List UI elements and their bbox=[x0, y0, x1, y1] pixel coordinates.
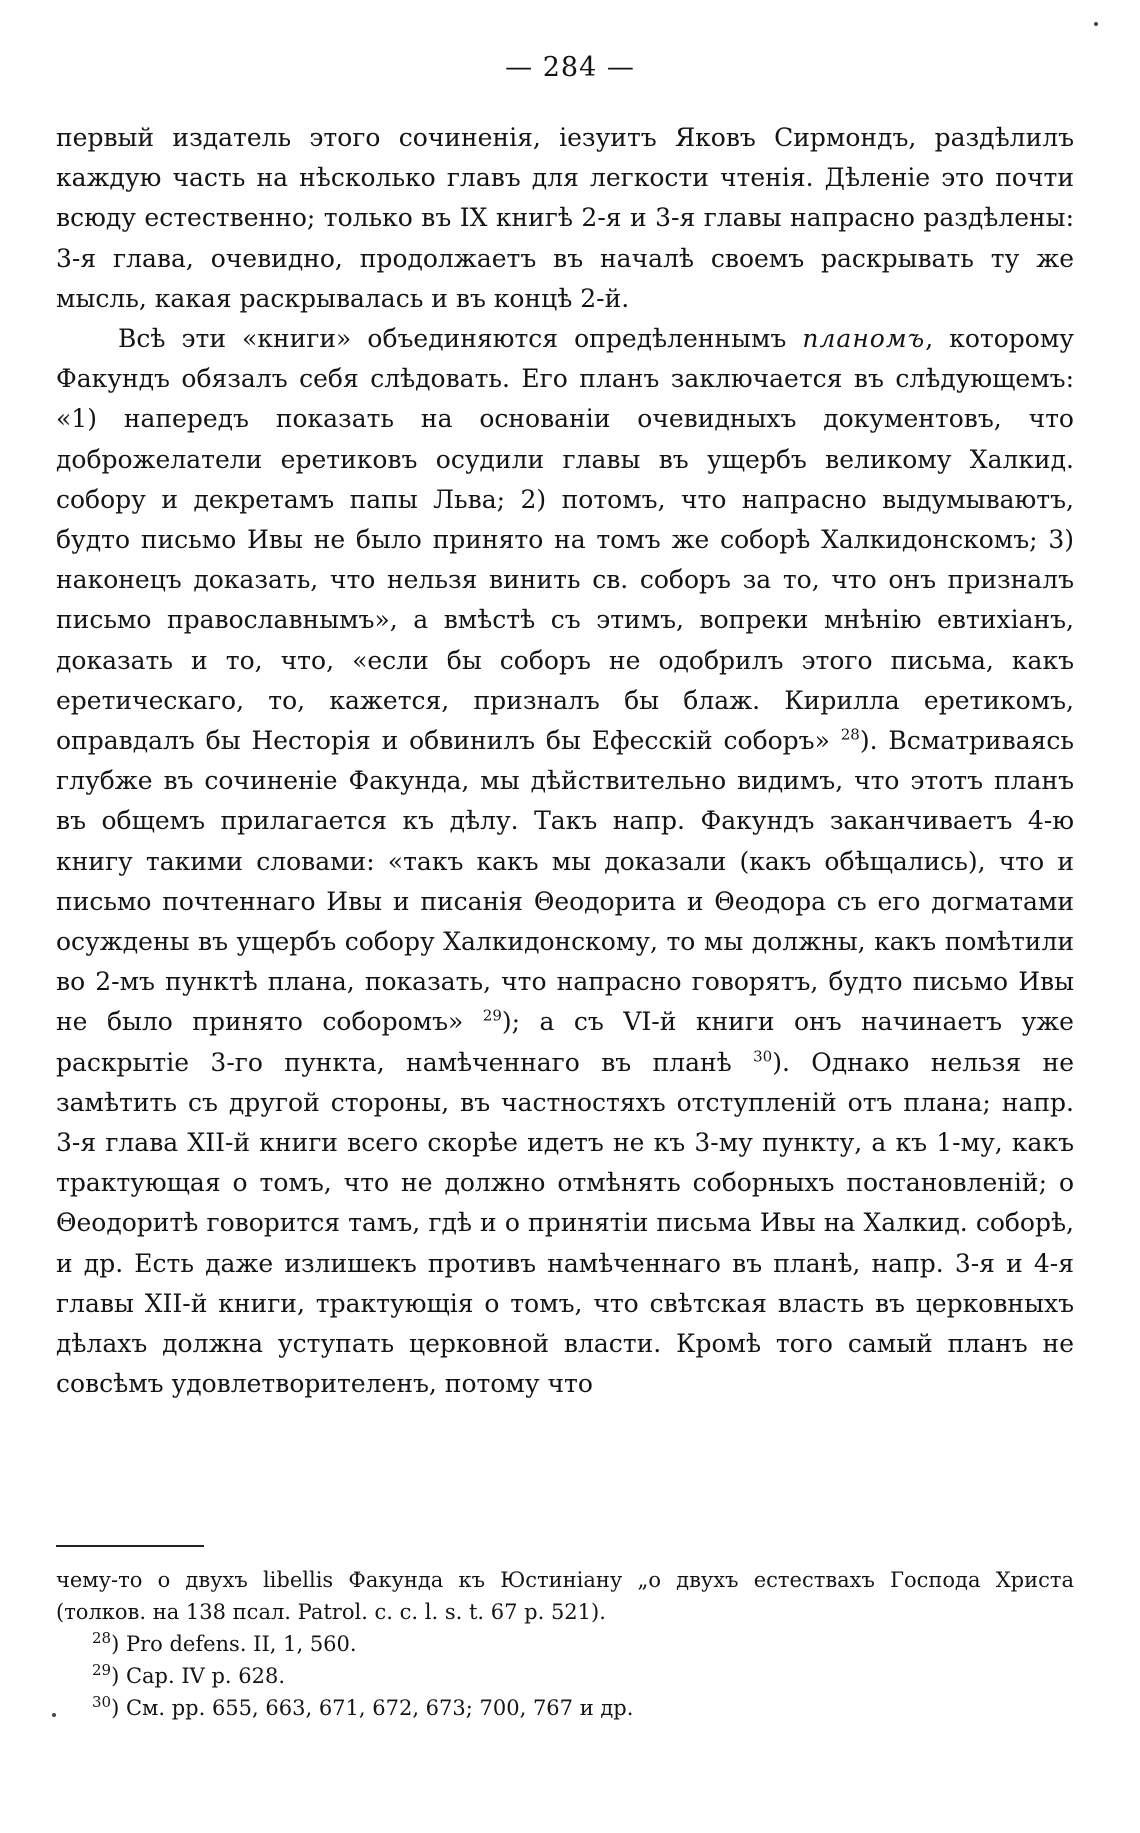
page-number: — 284 — bbox=[505, 52, 635, 83]
paragraph-2-text-a: Всѣ эти «книги» объединяются опредѣленнымъ bbox=[118, 324, 803, 354]
footnote-28 bbox=[56, 1628, 1074, 1660]
footnote-mark-30: 30 bbox=[92, 1693, 112, 1711]
footnotes bbox=[56, 1564, 1074, 1724]
footnote-ref-29: 29 bbox=[482, 1007, 502, 1026]
footnote-ref-28: 28 bbox=[840, 725, 860, 744]
footnote-ref-30: 30 bbox=[753, 1047, 773, 1066]
paragraph-1: первый издатель этого сочиненія, іезуитъ Яковъ Сирмондъ, раздѣлилъ каждую часть на нѣсколько главъ для легкости чтенія. Дѣленіе это почти всюду естественно; только въ IX книгѣ 2-я и 3-я главы напрасно раздѣлены: 3-я глава, очевидно, продолжаетъ въ началѣ своемъ раскрывать ту же мысль, какая раскрывалась и въ концѣ 2-й. bbox=[56, 123, 1074, 313]
footnote-30-text: ) См. pp. 655, 663, 671, 672, 673; 700, 767 и др. bbox=[111, 1696, 634, 1720]
footnote-mark-29: 29 bbox=[92, 1661, 112, 1679]
body-text bbox=[56, 118, 1074, 1405]
footnote-29-text: ) Cap. IV p. 628. bbox=[111, 1664, 286, 1688]
footnote-divider bbox=[56, 1545, 204, 1547]
paragraph-2-text-c: ). Всматриваясь глубже въ сочиненіе Факунда, мы дѣйствительно видимъ, что этотъ планъ въ общемъ прилагается къ дѣлу. Такъ напр. Факундъ заканчиваетъ 4-ю книгу такими словами: «такъ какъ мы доказали (какъ обѣщались), что и письмо почтеннаго Ивы и писанія Θеодорита и Θеодора съ его догматами осуждены въ ущербъ собору Халкидонскому, то мы должны, какъ помѣтили во 2-мъ пунктѣ плана, показать, что напрасно говорятъ, будто письмо Ивы не было принято соборомъ» bbox=[56, 726, 1074, 1037]
print-speck bbox=[52, 1713, 56, 1717]
footnote-30 bbox=[56, 1692, 1074, 1724]
print-speck bbox=[1094, 22, 1098, 26]
paragraph-2-text-e: ). Однако нельзя не замѣтить съ другой стороны, въ частностяхъ отступленій отъ плана; напр. 3-я глава XII-й книги всего скорѣе идетъ не къ 3-му пункту, а къ 1-му, какъ трактующая о томъ, что не должно отмѣнять соборныхъ постановленій; о Θеодоритѣ говорится тамъ, гдѣ и о принятіи письма Ивы на Халкид. соборѣ, и др. Есть даже излишекъ противъ намѣченнаго въ планѣ, напр. 3-я и 4-я главы XII-й книги, трактующія о томъ, что свѣтская власть въ церковныхъ дѣлахъ должна уступать церковной власти. Кромѣ того самый планъ не совсѣмъ удовлетворителенъ, потому что bbox=[56, 1047, 1074, 1399]
emphasized-word-plan: планомъ bbox=[802, 324, 926, 354]
footnote-continuation: чему-то о двухъ libellis Факунда къ Юстиніану „о двухъ естествахъ Господа Христа (толков. на 138 псал. Patrol. c. c. l. s. t. 67 p. 521). bbox=[56, 1568, 1074, 1624]
footnote-mark-28: 28 bbox=[92, 1629, 112, 1647]
paragraph-2-text-d: ); а съ VI-й книги онъ начинаетъ уже раскрытіе 3-го пункта, намѣченнаго въ планѣ bbox=[56, 1007, 1074, 1077]
footnote-28-text: ) Pro defens. II, 1, 560. bbox=[111, 1632, 357, 1656]
paragraph-2-text-b: , которому Факундъ обязалъ себя слѣдовать. Его планъ заключается въ слѣдующемъ: «1) напередъ показать на основаніи очевидныхъ документовъ, что доброжелатели еретиковъ осудили главы въ ущербъ великому Халкид. собору и декретамъ папы Льва; 2) потомъ, что напрасно выдумываютъ, будто письмо Ивы не было принято на томъ же соборѣ Халкидонскомъ; 3) наконецъ доказать, что нельзя винить св. соборъ за то, что онъ призналъ письмо православнымъ», а вмѣстѣ съ этимъ, вопреки мнѣнію евтихіанъ, доказать и то, что, «если бы соборъ не одобрилъ этого письма, какъ еретическаго, то, кажется, призналъ бы блаж. Кирилла еретикомъ, оправдалъ бы Несторія и обвинилъ бы Ефесскій соборъ» bbox=[56, 324, 1074, 756]
paragraph-2 bbox=[56, 319, 1074, 1404]
footnote-29 bbox=[56, 1660, 1074, 1692]
